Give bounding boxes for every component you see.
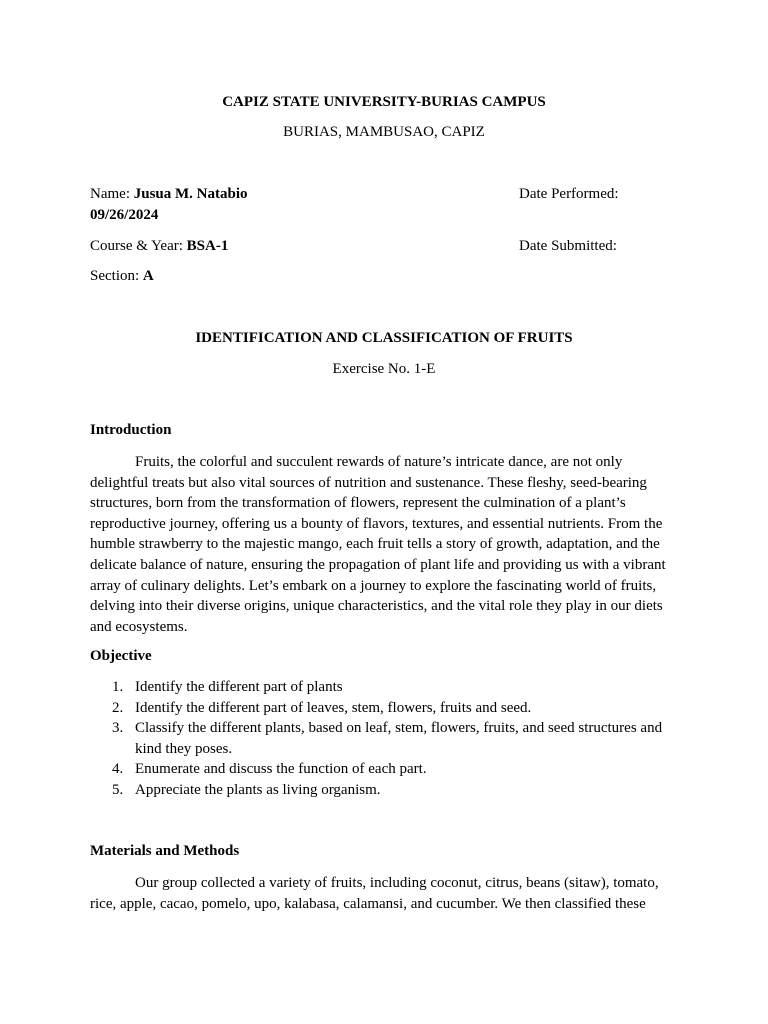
name-field [90, 186, 248, 203]
list-item-text: Classify the different plants, based on leaf, stem, flowers, fruits, and seed structures and [135, 720, 663, 737]
paragraph-line: delicate balance of nature, ensuring the propagation of plant life and providing us with a vibrant [90, 556, 666, 573]
list-item [90, 698, 680, 719]
materials-methods-paragraph [90, 873, 670, 914]
list-item [90, 759, 680, 780]
course-label: Course & Year: [90, 238, 187, 254]
materials-methods-heading: Materials and Methods [90, 843, 240, 859]
list-item [90, 718, 680, 759]
date-performed-label: Date Performed: [519, 186, 619, 202]
date-performed-value: 09/26/2024 [90, 207, 159, 223]
list-item-number: 5. [112, 781, 124, 798]
list-item-text: Appreciate the plants as living organism. [135, 781, 381, 798]
list-item-text: Identify the different part of plants [135, 679, 343, 695]
list-item-text: kind they poses. [135, 740, 233, 757]
section-value: A [142, 268, 154, 284]
paragraph-line: delving into their diverse origins, unique characteristics, and the vital role they play in our diets [90, 598, 663, 615]
university-name: CAPIZ STATE UNIVERSITY-BURIAS CAMPUS [222, 94, 546, 110]
introduction-paragraph [90, 452, 670, 637]
introduction-heading: Introduction [90, 422, 172, 438]
objective-list [90, 677, 680, 801]
paragraph-line: and ecosystems. [90, 618, 188, 635]
paragraph-line: Our group collected a variety of fruits, including coconut, citrus, beans (sitaw), tomato, [135, 875, 659, 891]
document-title: IDENTIFICATION AND CLASSIFICATION OF FRUITS [195, 330, 573, 346]
objective-heading: Objective [90, 648, 152, 664]
name-label: Name: [90, 186, 134, 202]
course-year-field [90, 238, 228, 255]
paragraph-line: humble strawberry to the majestic mango, each fruit tells a story of growth, adaptation, and the [90, 536, 660, 553]
list-item-number: 2. [112, 699, 124, 716]
list-item-number: 4. [112, 761, 124, 778]
course-value: BSA-1 [186, 238, 229, 254]
paragraph-line: array of culinary delights. Let’s embark on a journey to explore the fascinating world of fruits, [90, 577, 657, 594]
exercise-number: Exercise No. 1-E [332, 361, 436, 377]
paragraph-line: rice, apple, cacao, pomelo, upo, kalabasa, calamansi, and cucumber. We then classified these [90, 895, 646, 912]
section-field [90, 268, 154, 285]
date-submitted-label: Date Submitted: [519, 238, 617, 254]
name-value: Jusua M. Natabio [133, 186, 248, 202]
paragraph-line: delightful treats but also vital sources of nutrition and sustenance. These fleshy, seed-bearing [90, 474, 647, 491]
list-item-number: 1. [112, 679, 124, 695]
paragraph-line: structures, born from the transformation of flowers, represent the culmination of a plant’s [90, 495, 626, 512]
list-item [90, 677, 680, 698]
paragraph-line: Fruits, the colorful and succulent rewards of nature’s intricate dance, are not only [135, 454, 623, 470]
list-item-text: Enumerate and discuss the function of each part. [135, 761, 427, 778]
paragraph-line: reproductive journey, offering us a bounty of flavors, textures, and essential nutrients. From the [90, 515, 663, 532]
university-address: BURIAS, MAMBUSAO, CAPIZ [283, 124, 485, 140]
list-item-number: 3. [112, 720, 124, 737]
section-label: Section: [90, 268, 143, 284]
list-item [90, 780, 680, 801]
list-item-text: Identify the different part of leaves, stem, flowers, fruits and seed. [135, 699, 532, 716]
